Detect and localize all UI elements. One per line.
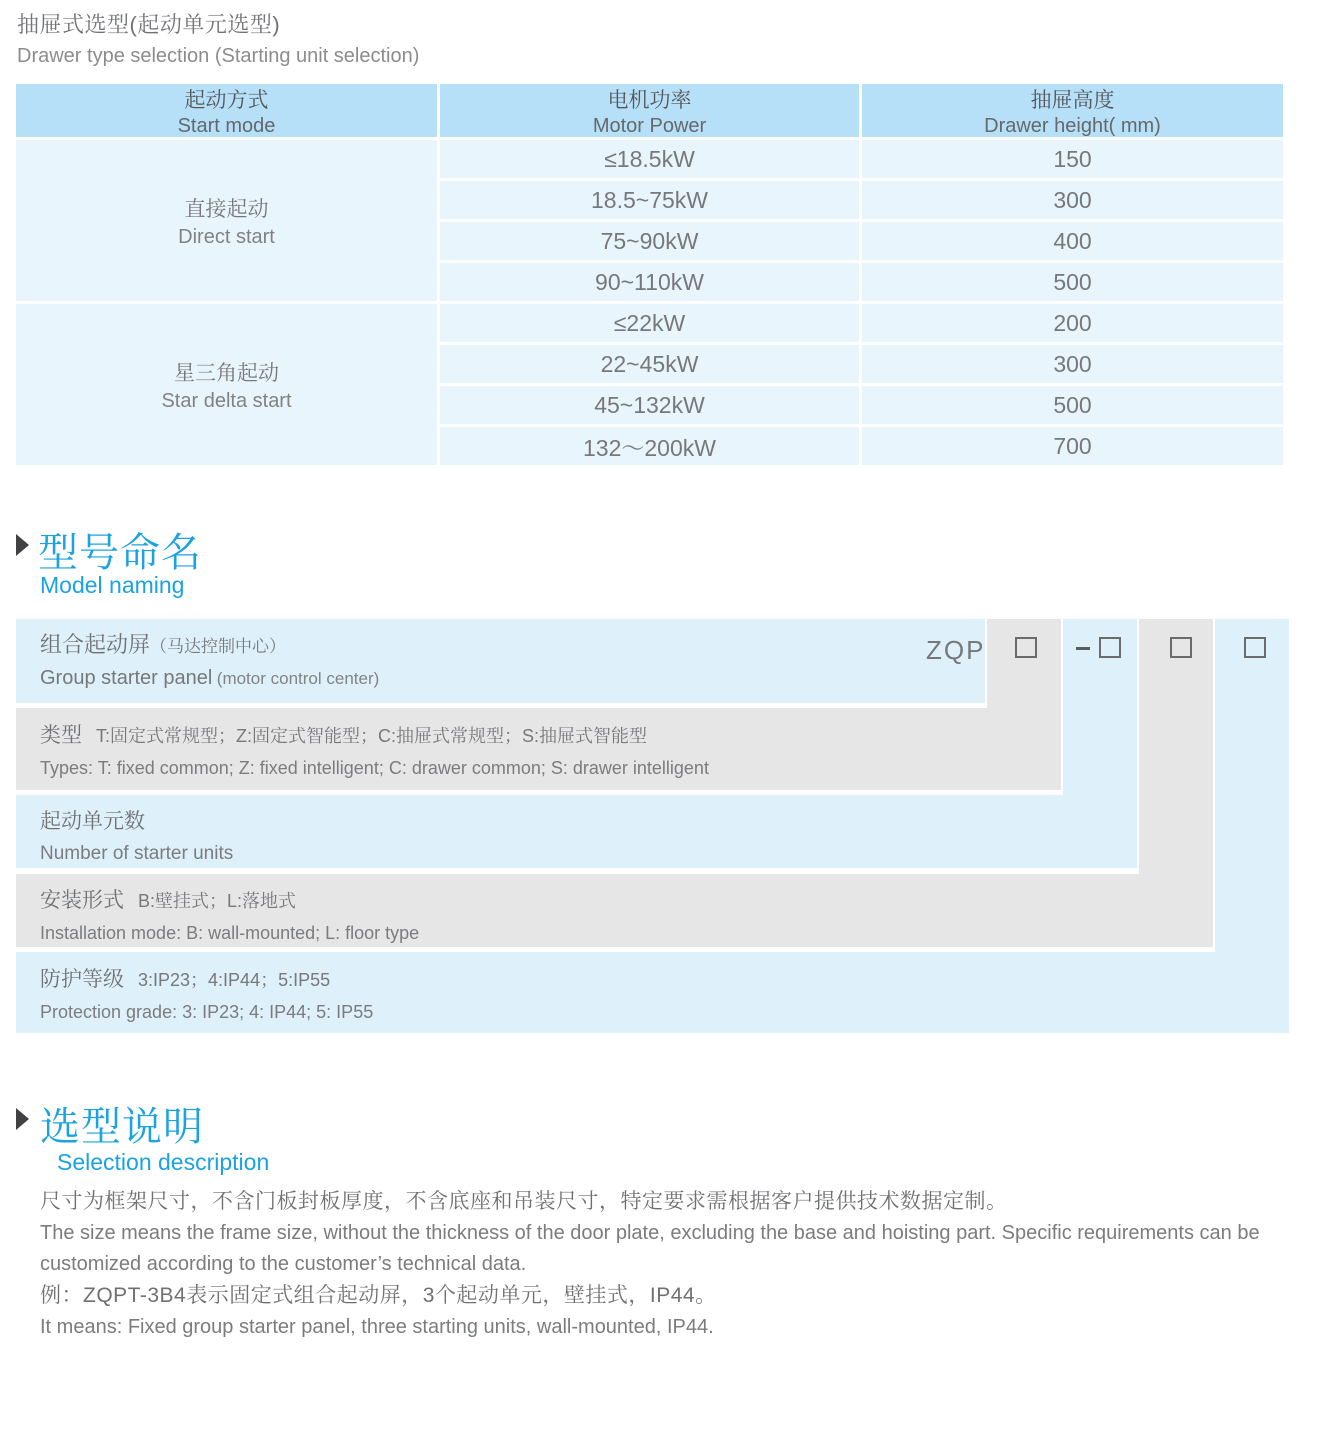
row4-zh: 安装形式 <box>40 889 124 912</box>
model-code-box-units <box>1099 637 1121 658</box>
row1-zh: 组合起动屏 <box>40 632 151 657</box>
row-number-of-units <box>16 795 1137 868</box>
power-cell: 132～200kW <box>440 427 859 465</box>
power-cell: 45~132kW <box>440 386 859 424</box>
row3-zh: 起动单元数 <box>40 810 145 833</box>
mode-direct-zh: 直接起动 <box>184 197 269 221</box>
power-cell: 90~110kW <box>440 263 859 301</box>
row-group-starter-panel <box>16 619 985 703</box>
desc-para-en-2: It means: Fixed group starter panel, three starting units, wall-mounted, IP44. <box>40 1316 714 1338</box>
header-drawer-height-en: Drawer height( mm) <box>984 114 1161 137</box>
model-code-prefix: ZQP <box>926 635 986 665</box>
height-cell: 200 <box>862 304 1283 342</box>
power-cell: 18.5~75kW <box>440 181 859 219</box>
row1-zh-sub: （马达控制中心） <box>150 637 287 656</box>
header-start-mode-zh: 起动方式 <box>184 88 269 112</box>
power-cell: ≤18.5kW <box>440 140 859 178</box>
row4-zh-desc: B:壁挂式；L:落地式 <box>138 891 297 911</box>
mode-star-delta-en: Star delta start <box>161 389 292 412</box>
height-cell: 150 <box>862 140 1283 178</box>
page-title-en: Drawer type selection (Starting unit selection) <box>17 45 420 67</box>
row4-en: Installation mode: B: wall-mounted; L: floor type <box>40 923 420 943</box>
table-header-drawer-height <box>862 84 1283 137</box>
model-code-box-protection <box>1244 637 1266 658</box>
row3-en: Number of starter units <box>40 843 234 864</box>
selection-desc-heading-zh: 选型说明 <box>40 1105 204 1149</box>
model-naming-heading-zh: 型号命名 <box>38 531 202 575</box>
header-motor-power-zh: 电机功率 <box>607 88 692 112</box>
page-title-zh: 抽屉式选型(起动单元选型) <box>17 12 281 37</box>
row1-en: Group starter panel <box>40 667 213 689</box>
code-column-installation <box>1139 619 1213 879</box>
code-column-protection <box>1215 619 1289 957</box>
height-cell: 300 <box>862 181 1283 219</box>
model-code-dash <box>1076 647 1090 650</box>
row2-zh: 类型 <box>40 724 82 747</box>
table-header-motor-power <box>440 84 859 137</box>
arrow-icon <box>16 1108 29 1130</box>
drawer-selection-table <box>16 84 1283 465</box>
desc-para-en-1: The size means the frame size, without the thickness of the door plate, excluding the base and hoisting part. Specific requirements can be customized according to the customer’s technical data. <box>40 1222 1260 1275</box>
row5-zh-desc: 3:IP23；4:IP44；5:IP55 <box>138 970 331 990</box>
table-header-start-mode <box>16 84 437 137</box>
row-types <box>16 708 1061 790</box>
selection-desc-heading-en: Selection description <box>57 1149 270 1175</box>
mode-cell-direct-start <box>16 140 437 301</box>
row2-zh-desc: T:固定式常规型；Z:固定式智能型；C:抽屉式常规型；S:抽屉式智能型 <box>96 726 648 746</box>
mode-star-delta-zh: 星三角起动 <box>174 361 279 385</box>
row5-zh: 防护等级 <box>40 968 124 991</box>
height-cell: 500 <box>862 386 1283 424</box>
desc-para-zh-1: 尺寸为框架尺寸，不含门板封板厚度，不含底座和吊装尺寸，特定要求需根据客户提供技术数据定制。 <box>40 1190 1008 1213</box>
row-installation-mode <box>16 874 1213 947</box>
code-column-type <box>987 619 1061 713</box>
height-cell: 500 <box>862 263 1283 301</box>
height-cell: 400 <box>862 222 1283 260</box>
power-cell: ≤22kW <box>440 304 859 342</box>
power-cell: 75~90kW <box>440 222 859 260</box>
row2-en: Types: T: fixed common; Z: fixed intelligent; C: drawer common; S: drawer intelligent <box>40 758 709 778</box>
height-cell: 300 <box>862 345 1283 383</box>
model-code-box-installation <box>1170 637 1192 658</box>
header-start-mode-en: Start mode <box>177 114 276 137</box>
row-protection-grade <box>16 952 1289 1033</box>
header-drawer-height-zh: 抽屉高度 <box>1030 88 1115 112</box>
selection-description <box>40 1186 1292 1343</box>
model-naming-heading-en: Model naming <box>40 572 185 598</box>
row5-en: Protection grade: 3: IP23; 4: IP44; 5: IP55 <box>40 1002 374 1022</box>
mode-cell-star-delta <box>16 304 437 465</box>
height-cell: 700 <box>862 427 1283 465</box>
model-naming-diagram <box>16 619 1290 1035</box>
row1-en-sub: (motor control center) <box>216 669 380 688</box>
power-cell: 22~45kW <box>440 345 859 383</box>
model-code-box-type <box>1015 637 1037 658</box>
header-motor-power-en: Motor Power <box>592 114 707 137</box>
mode-direct-en: Direct start <box>178 225 275 248</box>
arrow-icon <box>16 534 29 556</box>
page-title <box>17 8 419 68</box>
desc-para-zh-2: 例：ZQPT-3B4表示固定式组合起动屏，3个起动单元，壁挂式，IP44。 <box>40 1284 717 1307</box>
